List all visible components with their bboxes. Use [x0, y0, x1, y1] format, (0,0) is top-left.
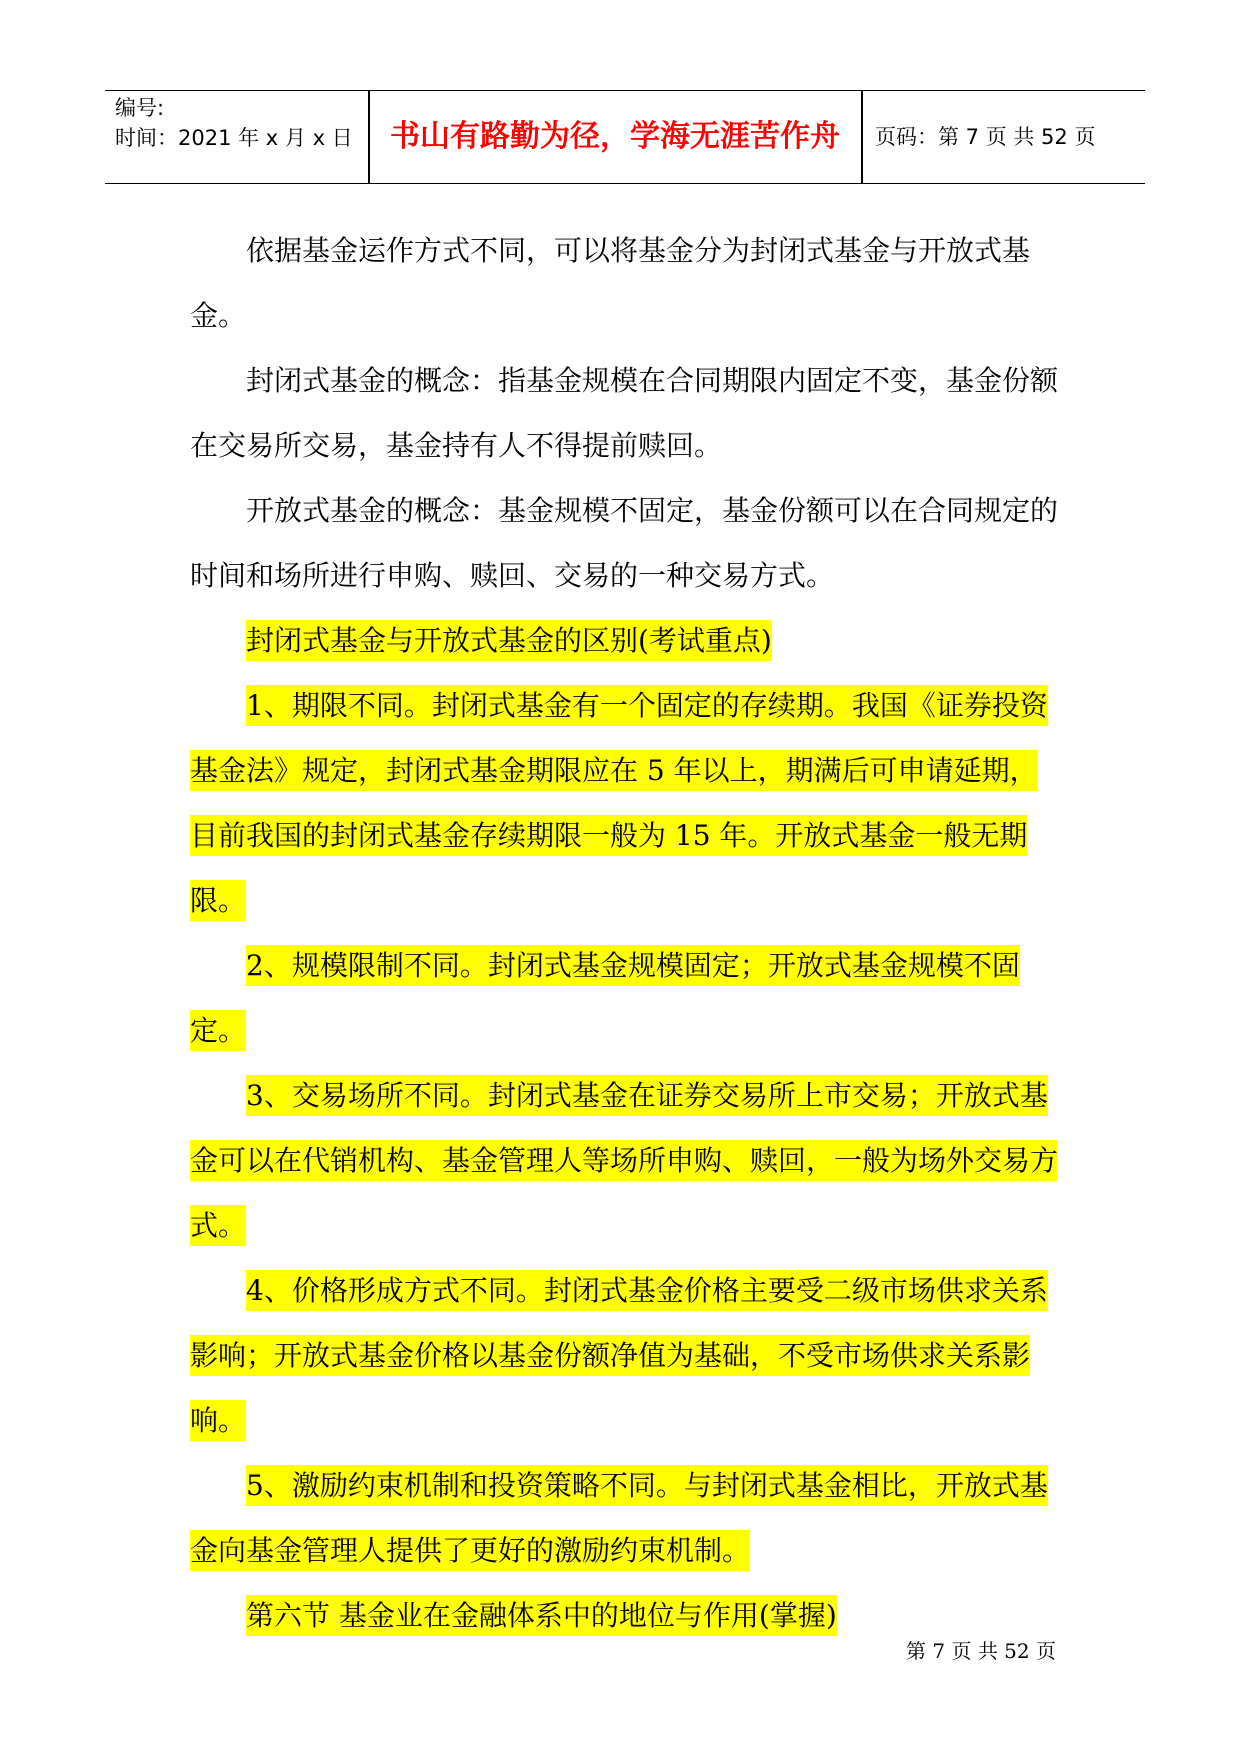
header-meta: [115, 93, 365, 153]
paragraph: [190, 1063, 1060, 1258]
paragraph: [190, 478, 1060, 608]
highlighted-text: 第六节 基金业在金融体系中的地位与作用(掌握): [246, 1595, 837, 1636]
paragraph-text: 封闭式基金的概念：指基金规模在合同期限内固定不变，基金份额在交易所交易，基金持有人不得提前赎回。: [190, 364, 1059, 462]
paragraph: [190, 673, 1060, 933]
page-footer: 第 7 页 共 52 页: [906, 1639, 1056, 1663]
highlighted-text: 4、价格形成方式不同。封闭式基金价格主要受二级市场供求关系影响；开放式基金价格以基金份额净值为基础，不受市场供求关系影响。: [190, 1270, 1048, 1441]
header-divider: [861, 91, 863, 183]
highlighted-text: 5、激励约束机制和投资策略不同。与封闭式基金相比，开放式基金向基金管理人提供了更好的激励约束机制。: [190, 1465, 1048, 1571]
paragraph: [190, 348, 1060, 478]
paragraph-text: 依据基金运作方式不同，可以将基金分为封闭式基金与开放式基金。: [190, 234, 1031, 332]
paragraph-text: 开放式基金的概念：基金规模不固定，基金份额可以在合同规定的时间和场所进行申购、赎回、交易的一种交易方式。: [190, 494, 1059, 592]
header-page-info: 页码：第 7 页 共 52 页: [875, 125, 1096, 149]
page-header: [105, 90, 1145, 184]
paragraph: [190, 218, 1060, 348]
highlighted-text: 封闭式基金与开放式基金的区别(考试重点): [246, 620, 772, 661]
section-heading: [190, 608, 1060, 673]
header-motto: 书山有路勤为径，学海无涯苦作舟: [390, 119, 840, 154]
serial-number-label: 编号:: [115, 96, 165, 120]
highlighted-text: 2、规模限制不同。封闭式基金规模固定；开放式基金规模不固定。: [190, 945, 1020, 1051]
highlighted-text: 1、期限不同。封闭式基金有一个固定的存续期。我国《证券投资基金法》规定，封闭式基金期限应在 5 年以上，期满后可申请延期，目前我国的封闭式基金存续期限一般为 15 年。开放式基金一般无期限。: [190, 685, 1048, 921]
highlighted-text: 3、交易场所不同。封闭式基金在证券交易所上市交易；开放式基金可以在代销机构、基金管理人等场所申购、赎回，一般为场外交易方式。: [190, 1075, 1058, 1246]
paragraph: [190, 1453, 1060, 1583]
time-label: 时间：2021 年 x 月 x 日: [115, 126, 353, 150]
document-body: [190, 218, 1060, 1648]
paragraph: [190, 933, 1060, 1063]
paragraph: [190, 1258, 1060, 1453]
